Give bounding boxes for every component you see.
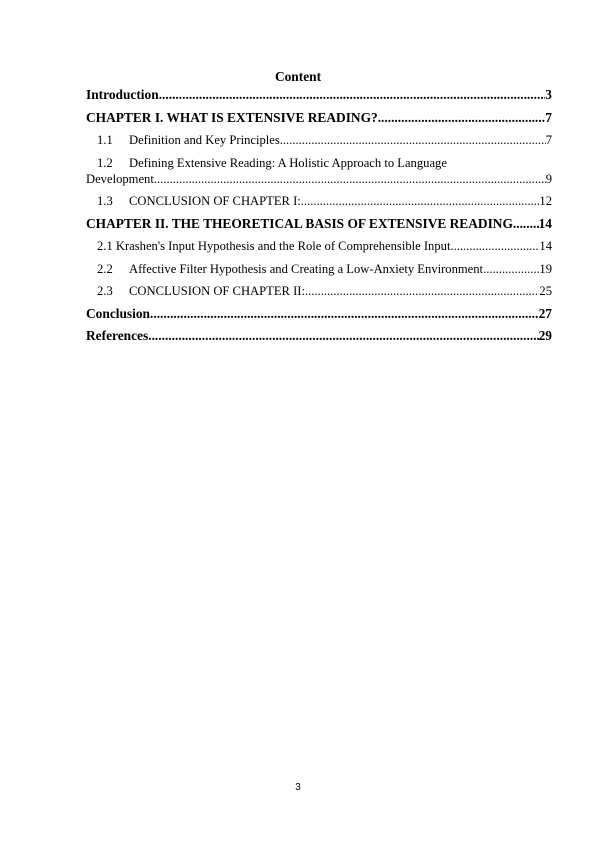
dot-leader xyxy=(378,110,546,126)
toc-entry-page: 14 xyxy=(538,215,552,231)
toc-entry-label: CHAPTER II. THE THEORETICAL BASIS OF EXTENSIVE READING. xyxy=(86,215,517,231)
dot-leader xyxy=(305,283,539,299)
dot-leader xyxy=(148,328,538,344)
toc-entry-label: Introduction xyxy=(86,87,159,102)
dot-leader xyxy=(483,261,539,277)
toc-entry-page: 25 xyxy=(539,284,552,298)
toc-entry-label xyxy=(97,132,280,148)
toc-entry-page: 3 xyxy=(545,87,552,102)
dot-leader xyxy=(280,132,546,148)
toc-entry-page: 29 xyxy=(538,328,552,343)
toc-entry-text: CONCLUSION OF CHAPTER I: xyxy=(129,194,301,208)
toc-entry-label: CHAPTER I. WHAT IS EXTENSIVE READING? xyxy=(86,109,378,125)
toc-entry-label xyxy=(97,261,483,277)
toc-entry-text: Development xyxy=(86,171,154,186)
dot-leader xyxy=(301,193,540,209)
toc-entry-label xyxy=(97,283,305,299)
toc-entry-first-line xyxy=(97,155,552,171)
dot-leader xyxy=(450,238,539,254)
toc-entry-label: References xyxy=(86,328,149,343)
toc-entry-conclusion[interactable] xyxy=(86,306,552,322)
dot-leader xyxy=(150,306,539,322)
dot-leader xyxy=(154,171,546,187)
toc-entry-number: 1.3 xyxy=(97,194,113,208)
toc-entry-references[interactable] xyxy=(86,328,552,344)
toc-entry-text: Defining Extensive Reading: A Holistic Approach to Language xyxy=(129,155,447,170)
toc-entry-text: Affective Filter Hypothesis and Creating a Low-Anxiety Environment xyxy=(129,261,484,276)
toc-entry-number: 1.1 xyxy=(97,133,113,147)
toc-entry-1-3[interactable] xyxy=(86,193,552,209)
page-number-footer: 3 xyxy=(295,782,301,793)
toc-entry-page: 14 xyxy=(539,239,552,253)
toc-title: Content xyxy=(274,69,322,84)
toc-entry-label: 2.1 Krashen's Input Hypothesis and the Role of Comprehensible Input xyxy=(97,239,451,253)
toc-entry-introduction[interactable] xyxy=(86,87,552,103)
toc-entry-page: 7 xyxy=(545,109,552,125)
toc-entry-text: CONCLUSION OF CHAPTER II: xyxy=(129,284,305,298)
toc-entry-chapter-1[interactable] xyxy=(86,110,552,126)
toc-entry-page: 9 xyxy=(545,171,552,186)
toc-entry-2-3[interactable] xyxy=(86,283,552,299)
toc-entry-label xyxy=(97,193,301,209)
toc-entry-1-2[interactable] xyxy=(86,155,552,187)
toc-entry-page: 27 xyxy=(538,305,552,321)
dot-leader xyxy=(159,87,546,103)
toc-entry-label: Conclusion xyxy=(86,305,150,321)
toc-entry-page: 12 xyxy=(539,194,552,208)
table-of-contents xyxy=(86,87,552,351)
toc-entry-number: 2.2 xyxy=(97,261,113,276)
toc-entry-1-1[interactable] xyxy=(86,132,552,148)
toc-entry-continuation xyxy=(86,171,552,187)
toc-entry-page: 19 xyxy=(539,261,552,276)
toc-entry-2-2[interactable] xyxy=(86,261,552,277)
toc-entry-page: 7 xyxy=(545,133,552,147)
toc-entry-2-1[interactable] xyxy=(86,238,552,254)
toc-entry-text: Definition and Key Principles xyxy=(129,133,280,147)
toc-entry-chapter-2[interactable] xyxy=(86,216,552,232)
toc-entry-number: 2.3 xyxy=(97,284,113,298)
toc-entry-number: 1.2 xyxy=(97,155,113,170)
dot-leader xyxy=(516,216,538,232)
